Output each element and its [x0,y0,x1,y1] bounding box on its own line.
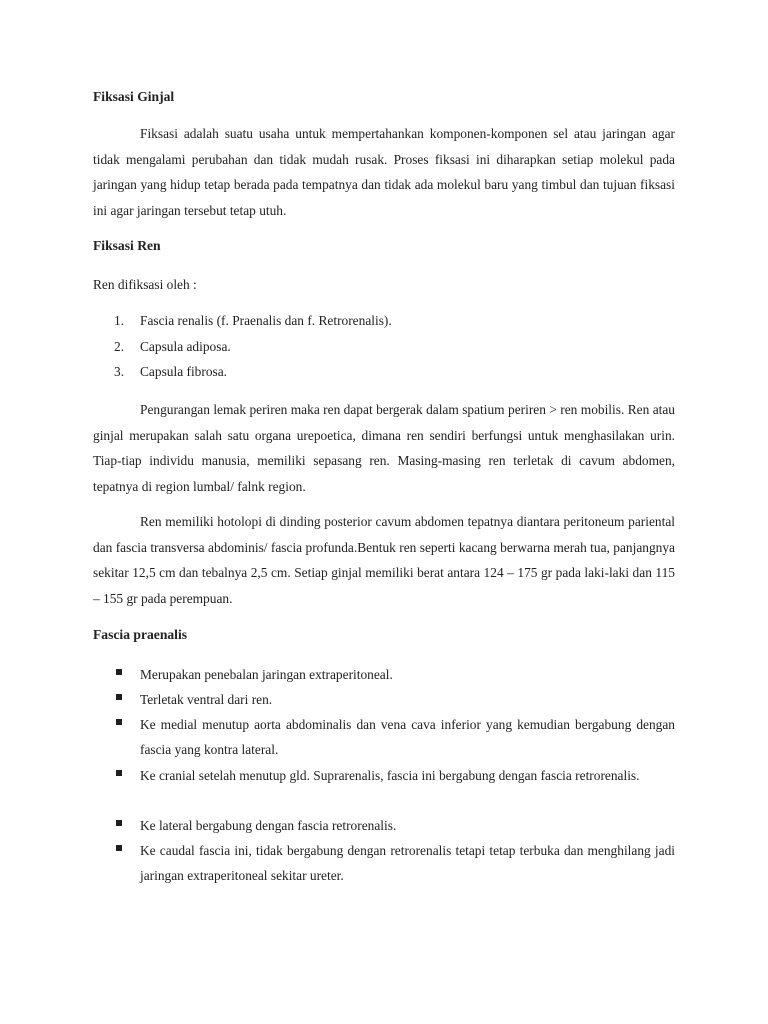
numbered-list-item [93,364,675,390]
ren-intro-text: Ren difiksasi oleh : [93,277,197,292]
paragraph-fiksasi: Fiksasi adalah suatu usaha untuk mempertahankan komponen-komponen sel atau jaringan agar tidak mengalami perubahan dan tidak mudah rusak. Proses fiksasi ini diharapkan setiap molekul pada jaringan yang hidup tetap berada pada tempatnya dan tidak ada molekul baru yang timbul dan tujuan fiksasi ini agar jaringan tersebut tetap utuh. [93,126,675,218]
bullet-list-item [93,763,675,788]
heading-fiksasi-ren: Fiksasi Ren [93,238,161,253]
paragraph-pengurangan: Pengurangan lemak periren maka ren dapat bergerak dalam spatium periren > ren mobilis. Ren atau ginjal merupakan salah satu organa urepoetica, dimana ren sendiri berfungsi untuk menghasilakan urin. Tiap-tiap individu manusia, memiliki sepasang ren. Masing-masing ren terletak di cavum abdomen, tepatnya di region lumbal/ falnk region. [93,402,675,494]
list-item-text: Capsula fibrosa. [140,364,228,379]
bullet-item-text: Terletak ventral dari ren. [140,692,273,707]
square-bullet-icon [116,845,122,851]
list-number: 3. [114,364,125,379]
numbered-list-item [93,313,675,339]
paragraph-ren-memiliki: Ren memiliki hotolopi di dinding posterior cavum abdomen tepatnya diantara peritoneum pariental dan fascia transversa abdominis/ fascia profunda.Bentuk ren seperti kacang berwarna merah tua, panjangnya sekitar 12,5 cm dan tebalnya 2,5 cm. Setiap ginjal memiliki berat antara 124 – 175 gr pada laki-laki dan 115 – 155 gr pada perempuan. [93,514,675,606]
square-bullet-icon [116,770,122,776]
list-item-text: Capsula adiposa. [140,339,231,354]
square-bullet-icon [116,719,122,725]
bullet-item-text: Ke medial menutup aorta abdominalis dan vena cava inferior yang kemudian bergabung dengan fascia yang kontra lateral. [140,717,675,758]
bullet-list-item [93,712,675,762]
list-number: 2. [114,339,125,354]
list-number: 1. [114,313,125,328]
list-item-text: Fascia renalis (f. Praenalis dan f. Retrorenalis). [140,313,392,328]
heading-fiksasi-ginjal: Fiksasi Ginjal [93,89,175,104]
bullet-list-item [93,838,675,888]
heading-fascia-praenalis: Fascia praenalis [93,627,188,642]
bullet-list-item [93,662,675,687]
square-bullet-icon [116,669,122,675]
bullet-item-text: Merupakan penebalan jaringan extraperitoneal. [140,667,393,682]
square-bullet-icon [116,694,122,700]
square-bullet-icon [116,820,122,826]
bullet-list-item [93,813,675,838]
bullet-item-text: Ke lateral bergabung dengan fascia retrorenalis. [140,818,397,833]
bullet-item-text: Ke caudal fascia ini, tidak bergabung dengan retrorenalis tetapi tetap terbuka dan menghilang jadi jaringan extraperitoneal sekitar ureter. [140,843,675,884]
numbered-list-item [93,339,675,365]
bullet-item-text: Ke cranial setelah menutup gld. Suprarenalis, fascia ini bergabung dengan fascia retrorenalis. [140,768,640,783]
bullet-list-item [93,687,675,712]
